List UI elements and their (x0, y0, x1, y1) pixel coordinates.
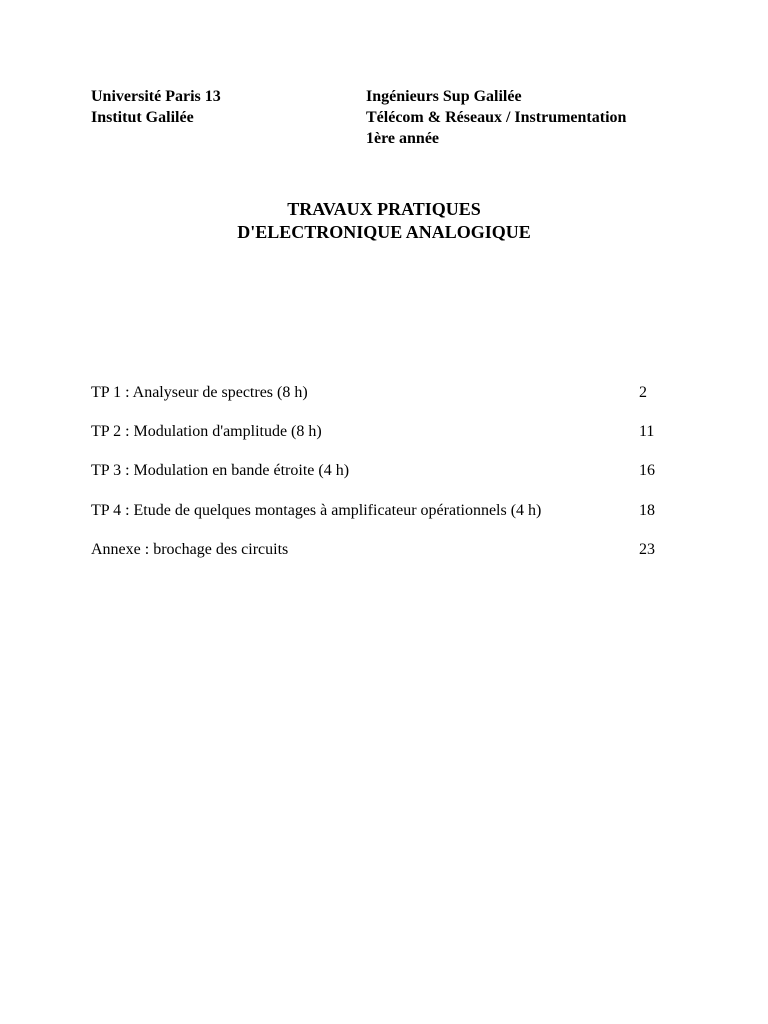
toc-entry-page: 23 (639, 540, 655, 558)
institute-name: Institut Galilée (91, 109, 194, 126)
toc-entry-tp2 (91, 421, 671, 460)
toc-entry-annexe (91, 539, 671, 578)
toc-entry-title: TP 2 : Modulation d'amplitude (8 h) (91, 423, 322, 441)
toc-entry-tp3 (91, 460, 671, 499)
title-line-1: TRAVAUX PRATIQUES (287, 199, 481, 219)
university-name: Université Paris 13 (91, 88, 221, 105)
toc-entry-tp1 (91, 382, 671, 421)
toc-entry-tp4 (91, 500, 671, 539)
toc-entry-page: 11 (639, 423, 655, 441)
toc-entry-page: 2 (639, 384, 647, 401)
toc-entry-title: TP 1 : Analyseur de spectres (8 h) (91, 384, 308, 401)
toc-entry-title: TP 4 : Etude de quelques montages à amplificateur opérationnels (4 h) (91, 501, 542, 519)
document-title (0, 198, 768, 244)
toc-entry-title: Annexe : brochage des circuits (91, 540, 289, 558)
table-of-contents (91, 382, 671, 578)
toc-entry-page: 18 (639, 501, 655, 519)
header-institution (91, 86, 221, 128)
program-name: Télécom & Réseaux / Instrumentation (366, 109, 627, 126)
title-line-2: D'ELECTRONIQUE ANALOGIQUE (237, 222, 531, 242)
header-program (366, 86, 626, 149)
toc-entry-title: TP 3 : Modulation en bande étroite (4 h) (91, 462, 350, 480)
year-label: 1ère année (366, 130, 440, 147)
school-name: Ingénieurs Sup Galilée (366, 88, 522, 105)
toc-entry-page: 16 (639, 462, 655, 480)
